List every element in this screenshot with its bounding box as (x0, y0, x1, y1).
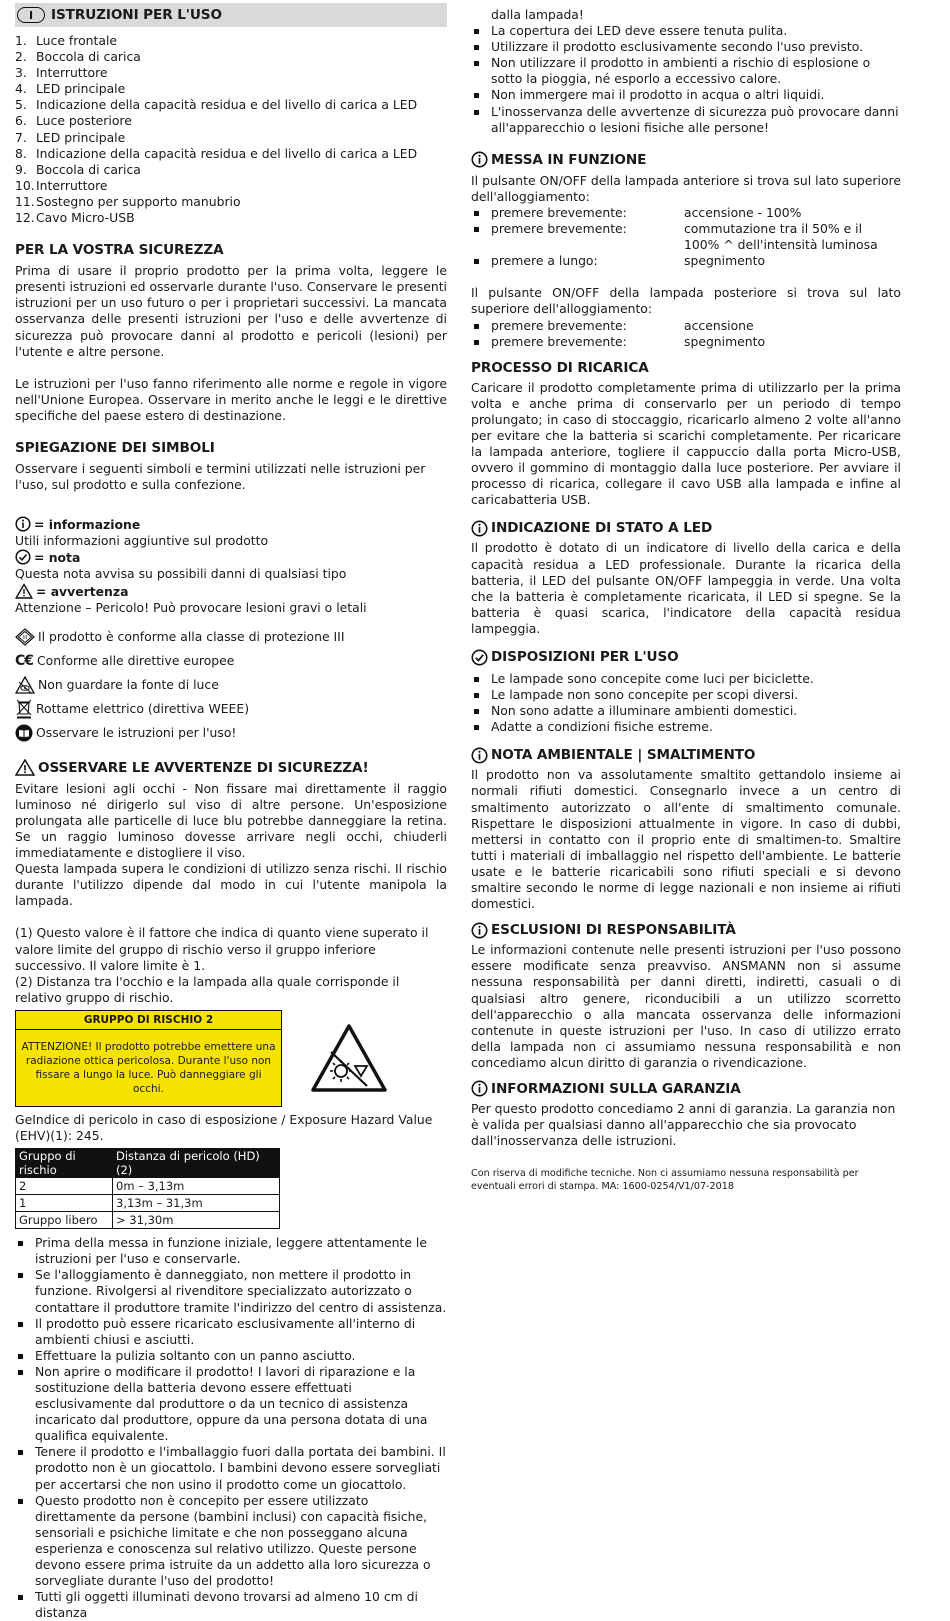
item-number: 1. (15, 33, 27, 48)
continued-text: dalla lampada! (491, 7, 584, 22)
list-item: Non immergere mai il prodotto in acqua o altri liquidi. (471, 87, 901, 103)
list-item: L'inosservanza delle avvertenze di sicurezza può provocare danni all'apparecchio o lesioni fisiche alle persone! (471, 104, 901, 136)
no-eye-icon (15, 676, 35, 694)
item-number: 8. (15, 145, 27, 161)
item-label: Indicazione della capacità residua e del livello di carica a LED (36, 145, 418, 161)
info-badge-icon: I (17, 7, 45, 23)
info-label: = informazione (34, 517, 141, 533)
check-circle-icon (15, 549, 31, 565)
warranty-text: Per questo prodotto concediamo 2 anni di garanzia. La garanzia non è valida per qualsiasi danno all'apparecchio che sia provocato dall'inosservanza delle istruzioni. (471, 1100, 896, 1149)
table-cell: 1 (16, 1195, 113, 1212)
symbols-title: SPIEGAZIONE DEI SIMBOLI (15, 439, 215, 456)
item-number: 10. (15, 177, 35, 193)
parts-list-item (15, 162, 447, 178)
item-label: Luce frontale (36, 33, 118, 48)
item-number: 2. (15, 49, 27, 65)
parts-list-item (15, 33, 447, 49)
symbol-manual (15, 721, 447, 745)
info-icon (471, 151, 488, 168)
ce-mark-icon: C€ (15, 652, 34, 669)
led-text: Il prodotto è dotato di un indicatore di livello della carica e della capacità residua a LED professionale. Durante la ricarica della batteria, il LED del pulsante ON/OFF lampeggia in verde. Una volta che la batteria è completamente ricaricata, il LED si spegne. Se la batteria è quasi scarica, l'indicatore della capacità residua lampeggia. (471, 540, 901, 636)
weee-bin-icon (15, 699, 33, 719)
risk-group-box (15, 1010, 282, 1107)
svg-text:III: III (22, 634, 28, 641)
risk-group-title: GRUPPO DI RISCHIO 2 (16, 1011, 281, 1030)
list-item (471, 334, 901, 350)
environment-header (471, 746, 901, 764)
info-icon (471, 747, 488, 764)
safety-paragraph-2: Le istruzioni per l'uso fanno riferimento alle norme e regole in vigore nell'Unione Europea. Osservare in merito anche le leggi e le direttive specifiche del paese estero di destinazione. (15, 375, 447, 423)
list-item: Tutti gli oggetti illuminati devono trovarsi ad almeno 10 cm di distanza (15, 1589, 447, 1621)
right-column (471, 0, 901, 1193)
warnings-paragraph-1: Evitare lesioni agli occhi - Non fissare mai direttamente il raggio luminoso né dirigerlo sul viso di altre persone. Un'esposizione prolungata alle particelle di luce blu potrebbe danneggiare la retina. Se un raggio luminoso dovesse arrivare negli occhi, chiuderli immediatamente e distogliere il viso. (15, 780, 447, 861)
safety-bullet-list-continued (471, 23, 901, 136)
note-label: = nota (34, 550, 81, 566)
footer-note: Con riserva di modifiche tecniche. Non ci assumiamo nessuna responsabilità per eventuali errori di stampa. MA: 1600-0254/V1/07-2018 (471, 1168, 859, 1193)
operation-rear-intro: Il pulsante ON/OFF della lampada posteriore si trova sul lato superiore dell'alloggiamento: (471, 285, 901, 317)
check-circle-icon (471, 649, 488, 666)
symbol-note (15, 549, 447, 582)
action-label: premere brevemente: (491, 333, 627, 349)
warning-text: Attenzione – Pericolo! Può provocare lesioni gravi o letali (15, 599, 367, 615)
item-label: Cavo Micro-USB (36, 210, 135, 226)
symbol-weee (15, 697, 447, 721)
action-result: accensione - 100% (684, 204, 802, 220)
item-number: 4. (15, 81, 27, 97)
parts-list-item (15, 210, 447, 226)
item-label: Boccola di carica (36, 161, 141, 177)
warnings-header (15, 759, 447, 777)
usage-list (471, 671, 901, 735)
no-stare-light-icon (309, 1022, 389, 1094)
no-eye-text: Non guardare la fonte di luce (38, 677, 219, 693)
environment-title: NOTA AMBIENTALE | SMALTIMENTO (491, 747, 756, 764)
symbol-no-eye (15, 673, 447, 697)
liability-title: ESCLUSIONI DI RESPONSABILITÀ (491, 922, 736, 939)
table-cell: 3,13m – 31,3m (113, 1195, 280, 1212)
hazard-header-distance: Distanza di pericolo (HD)(2) (113, 1149, 280, 1178)
liability-header (471, 921, 901, 939)
symbol-class3 (15, 625, 447, 649)
warnings-paragraph-2: Questa lampada supera le condizioni di utilizzo senza rischi. Il rischio durante l'utilizzo dipende dal modo in cui l'utente manipola la lampada. (15, 861, 447, 909)
item-label: LED principale (36, 81, 126, 97)
list-item (471, 221, 901, 253)
action-result: spegnimento (684, 333, 766, 349)
info-icon (471, 1080, 488, 1097)
left-column (15, 0, 447, 1621)
parts-list-item (15, 178, 447, 194)
page-title: ISTRUZIONI PER L'USO (51, 7, 222, 23)
weee-text: Rottame elettrico (direttiva WEEE) (36, 701, 250, 717)
warning-label: = avvertenza (36, 583, 129, 599)
action-result: commutazione tra il 50% e il 100% ^ dell'intensità luminosa (684, 221, 878, 253)
warning-icon (15, 759, 35, 776)
table-row (16, 1178, 280, 1195)
item-number: 3. (15, 65, 27, 81)
item-label: Interruttore (36, 177, 108, 193)
usage-header (471, 648, 901, 666)
list-item: La copertura dei LED deve essere tenuta pulita. (471, 23, 901, 39)
info-icon (471, 922, 488, 939)
environment-text: Il prodotto non va assolutamente smaltito gettandolo insieme ai normali rifiuti domestici. Consegnarlo invece a un centro di smaltimento autorizzato o all'ente di smaltimento comunale. Rispettare le disposizioni attualmente in vigore. In caso di dubbi, mettersi in contatto con il proprio ente di smaltimen-to. Smaltire tutti i materiali di imballaggio nel rispetto dell'ambiente. Le batterie usate e le batterie ricaricabili sono rifiuti speciali e si devono smaltire secondo le norme di legge nazionali e non insieme ai rifiuti domestici. (471, 767, 901, 912)
table-row (16, 1212, 280, 1229)
operation-title: MESSA IN FUNZIONE (491, 151, 647, 168)
list-item (471, 318, 901, 334)
parts-list (15, 33, 447, 226)
item-label: Interruttore (36, 65, 108, 81)
list-item: Le lampade non sono concepite per scopi diversi. (471, 687, 901, 703)
parts-list-item (15, 49, 447, 65)
safety-bullet-list (15, 1235, 447, 1621)
parts-list-item (15, 113, 447, 129)
item-number: 11. (15, 193, 35, 209)
list-item: Adatte a condizioni fisiche estreme. (471, 719, 901, 735)
symbols-intro: Osservare i seguenti simboli e termini utilizzati nelle istruzioni per l'uso, sul prodotto e sulla confezione. (15, 460, 426, 493)
operation-front-list (471, 205, 901, 269)
list-item (471, 205, 901, 221)
item-label: Boccola di carica (36, 49, 141, 65)
charging-text: Caricare il prodotto completamente prima di utilizzarlo per la prima volta e anche prima di conservarlo per un periodo di tempo prolungato; in caso di stoccaggio, ricaricarlo almeno 2 volte all'anno per evitare che la batteria si scarichi completamente. Per ricaricare la lampada anteriore, togliere il cappuccio dalla porta Micro-USB, ovvero il gommino di montaggio dalla luce posteriore. Per avviare il processo di ricarica, collegare il cavo USB alla lampada e infine al caricabatteria USB. (471, 379, 901, 508)
info-icon (471, 520, 488, 537)
warranty-header (471, 1080, 901, 1098)
ce-text: Conforme alle direttive europee (37, 653, 235, 669)
list-item: Tenere il prodotto e l'imballaggio fuori dalla portata dei bambini. Il prodotto non è un giocattolo. I bambini devono essere sorvegliati per accertarsi che non usino il prodotto come un giocattolo. (15, 1444, 447, 1492)
warnings-footnote-2: (2) Distanza tra l'occhio e la lampada alla quale corrisponde il relativo gruppo di rischio. (15, 973, 400, 1005)
liability-text: Le informazioni contenute nelle presenti istruzioni per l'uso possono essere modificate senza preavviso. ANSMANN non si assume nessuna responsabilità per danni diretti, indiretti, casuali o di qualsiasi altro genere, riconducibili a un utilizzo scorretto dell'apparecchio o alla mancata osservanza delle informazioni contenute in queste istruzioni per l'uso. In caso di utilizzo errato della lampada non ci assumiamo nessuna responsabilità e non concediamo alcun diritto di garanzia o rivendicazione. (471, 942, 901, 1070)
ehv-text: GeIndice di pericolo in caso di esposizione / Exposure Hazard Value (EHV)(1): 245. (15, 1111, 433, 1144)
list-item: Non utilizzare il prodotto in ambienti a rischio di esplosione o sotto la pioggia, né esporlo a eccessivo calore. (471, 55, 901, 87)
list-item (471, 253, 901, 269)
operation-header (471, 151, 901, 169)
action-label: premere brevemente: (491, 221, 627, 237)
led-title: INDICAZIONE DI STATO A LED (491, 520, 713, 537)
table-cell: 2 (16, 1178, 113, 1195)
list-item: Le lampade sono concepite come luci per biciclette. (471, 671, 901, 687)
warning-icon (15, 583, 33, 599)
symbol-ce (15, 649, 447, 673)
item-number: 6. (15, 113, 27, 129)
usage-title: DISPOSIZIONI PER L'USO (491, 649, 679, 665)
risk-group-text: ATTENZIONE! Il prodotto potrebbe emettere una radiazione ottica pericolosa. Durante l'uso non fissare a lungo la luce. Può danneggiare gli occhi. (21, 1040, 276, 1095)
parts-list-item (15, 146, 447, 162)
item-number: 12. (15, 210, 35, 226)
list-item: Non aprire o modificare il prodotto! I lavori di riparazione e la sostituzione della batteria devono essere effettuati esclusivamente dal produttore o da un tecnico di assistenza incaricato dal produttore, oppure da una persona dotata di una qualifica equivalente. (15, 1364, 447, 1444)
table-cell: 0m – 3,13m (113, 1178, 280, 1195)
table-cell: Gruppo libero (16, 1212, 113, 1229)
action-result: spegnimento (684, 253, 766, 269)
list-item: Non sono adatte a illuminare ambienti domestici. (471, 703, 901, 719)
operation-front-intro: Il pulsante ON/OFF della lampada anteriore si trova sul lato superiore dell'alloggiamento: (471, 172, 901, 204)
info-icon (15, 516, 31, 532)
table-row (16, 1195, 280, 1212)
item-label: LED principale (36, 129, 126, 145)
item-number: 9. (15, 161, 27, 177)
list-item: Questo prodotto non è concepito per essere utilizzato direttamente da persone (bambini inclusi) con capacità fisiche, sensoriali e psichiche limitate e che non posseggano alcuna esperienza e conoscenza sul relativo utilizzo. Queste persone devono essere prima istruite da un addetto alla loro sicurezza o sorvegliate durante l'uso del prodotto! (15, 1493, 447, 1590)
manual-text: Osservare le istruzioni per l'uso! (36, 725, 237, 741)
list-item: Prima della messa in funzione iniziale, leggere attentamente le istruzioni per l'uso e conservarle. (15, 1235, 447, 1267)
operation-rear-list (471, 318, 901, 350)
read-manual-icon (15, 724, 33, 742)
note-text: Questa nota avvisa su possibili danni di qualsiasi tipo (15, 566, 347, 582)
item-label: Luce posteriore (36, 113, 132, 129)
parts-list-item (15, 81, 447, 97)
action-label: premere brevemente: (491, 317, 627, 333)
item-label: Indicazione della capacità residua e del livello di carica a LED (36, 97, 418, 113)
header-bar (15, 3, 447, 27)
charging-title: PROCESSO DI RICARICA (471, 359, 649, 376)
risk-group-block (15, 1010, 447, 1107)
led-header (471, 519, 901, 537)
item-label: Sostegno per supporto manubrio (36, 193, 241, 209)
table-cell: > 31,30m (113, 1212, 280, 1229)
warnings-title: OSSERVARE LE AVVERTENZE DI SICUREZZA! (38, 759, 369, 776)
protection-class-3-icon (15, 628, 35, 646)
parts-list-item (15, 194, 447, 210)
parts-list-item (15, 130, 447, 146)
parts-list-item (15, 97, 447, 113)
hazard-table (15, 1148, 280, 1229)
parts-list-item (15, 65, 447, 81)
safety-paragraph-1: Prima di usare il proprio prodotto per la prima volta, leggere le presenti istruzioni ed osservarle durante l'uso. Conservare le presenti istruzioni per un uso futuro o per i proprietari successivi. La mancata osservanza delle presenti istruzioni per l'uso e delle avvertenze di sicurezza può provocare danni al prodotto e pericoli (lesioni) per l'utente e altre persone. (15, 263, 447, 359)
action-label: premere a lungo: (491, 253, 598, 269)
list-item: Effettuare la pulizia soltanto con un panno asciutto. (15, 1348, 447, 1364)
list-item: Utilizzare il prodotto esclusivamente secondo l'uso previsto. (471, 39, 901, 55)
warnings-footnote-1: (1) Questo valore è il fattore che indica di quanto viene superato il valore limite del gruppo di rischio verso il gruppo inferiore successivo. Il valore limite è 1. (15, 925, 429, 973)
item-number: 7. (15, 129, 27, 145)
warranty-title: INFORMAZIONI SULLA GARANZIA (491, 1080, 741, 1097)
action-result: accensione (684, 317, 754, 333)
list-item: Il prodotto può essere ricaricato esclusivamente all'interno di ambienti chiusi e asciutti. (15, 1316, 447, 1348)
class3-text: Il prodotto è conforme alla classe di protezione III (38, 629, 345, 645)
item-number: 5. (15, 97, 27, 113)
info-text: Utili informazioni aggiuntive sul prodotto (15, 533, 269, 549)
hazard-header-group: Gruppo di rischio (16, 1149, 113, 1178)
action-label: premere brevemente: (491, 204, 627, 220)
list-item: Se l'alloggiamento è danneggiato, non mettere il prodotto in funzione. Rivolgersi al rivenditore specializzato autorizzato o contattare il produttore tramite l'indirizzo del centro di assistenza. (15, 1267, 447, 1315)
safety-title: PER LA VOSTRA SICUREZZA (15, 242, 224, 259)
symbol-warning (15, 583, 447, 616)
symbol-info (15, 516, 447, 549)
